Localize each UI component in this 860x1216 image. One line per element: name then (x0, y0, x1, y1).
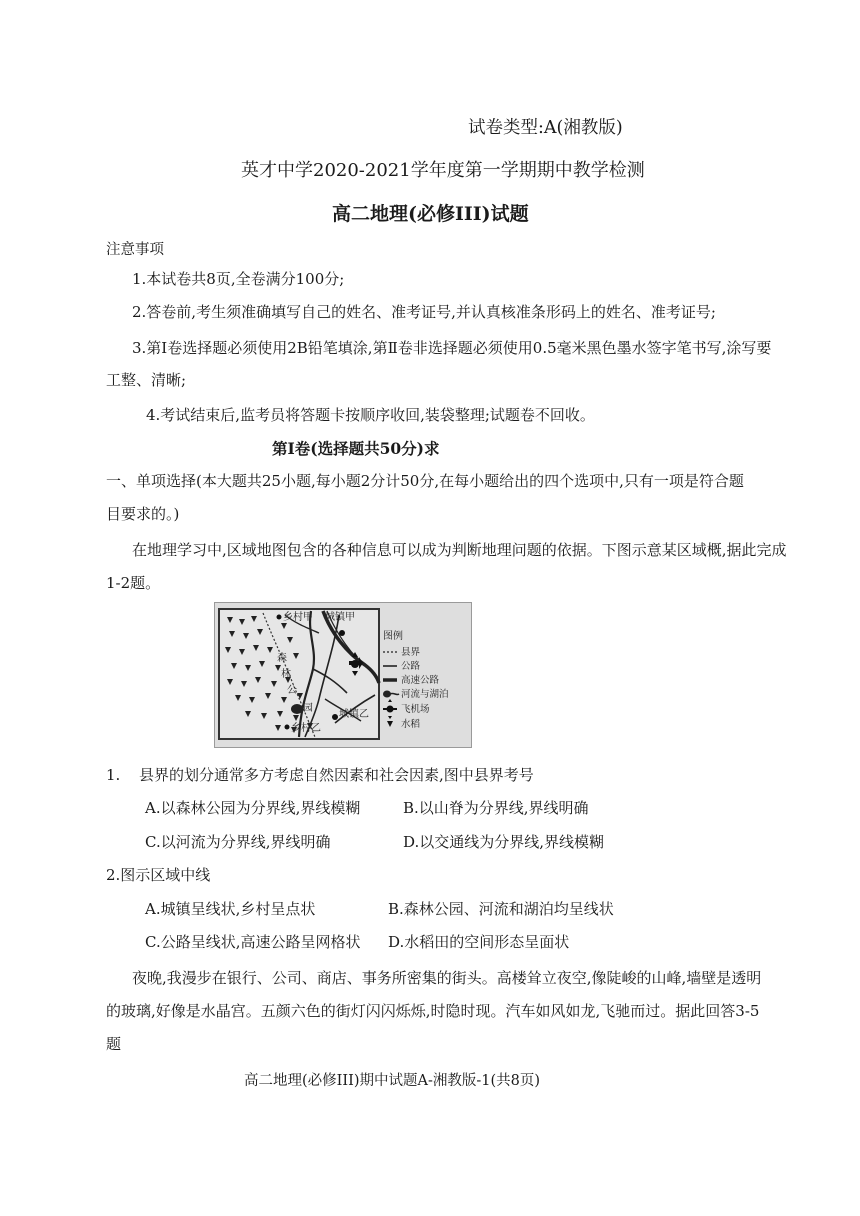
note-item-4: 4.考试结束后,监考员将答题卡按顺序收回,装袋整理;试题卷不回收。 (146, 406, 595, 424)
legend-airport: 飞机场 (401, 704, 430, 715)
village-b-marker (285, 725, 290, 730)
regional-map-figure (214, 602, 472, 748)
section-title: 第Ⅰ卷(选择题共50分)求 (272, 439, 440, 458)
passage-1-continued: 1-2题。 (106, 574, 161, 592)
question-2-stem: 2.图示区域中线 (106, 866, 211, 884)
question-1 (106, 764, 534, 786)
note-item-1: 1.本试卷共8页,全卷满分100分; (132, 270, 345, 288)
legend-highway: 高速公路 (401, 675, 440, 686)
forest-park-label-2: 林 (281, 669, 291, 680)
village-a-label: 乡村甲 (283, 612, 313, 623)
question-1-number: 1. (106, 766, 121, 784)
town-a-label: 城镇甲 (325, 612, 355, 623)
legend-title: 图例 (383, 631, 403, 642)
page-footer: 高二地理(必修III)期中试题A-湘教版-1(共8页) (244, 1073, 541, 1089)
town-b-marker (332, 714, 338, 720)
question-2-option-c: C.公路呈线状,高速公路呈网格状 (145, 933, 361, 951)
note-item-3: 3.第Ⅰ卷选择题必须使用2B铅笔填涂,第Ⅱ卷非选择题必须使用0.5毫米黑色墨水签字笔书写,涂写要 (132, 339, 772, 357)
legend-paddy: 水稻 (401, 719, 421, 730)
village-b-label: 乡村乙 (291, 723, 321, 734)
question-2-option-b: B.森林公园、河流和湖泊均呈线状 (388, 900, 614, 918)
forest-park-label-1: 森 (277, 653, 287, 664)
question-1-option-a: A.以森林公园为分界线,界线模糊 (145, 799, 361, 817)
passage-1: 在地理学习中,区域地图包含的各种信息可以成为判断地理问题的依据。下图示意某区域概,据此完成 (132, 541, 787, 559)
note-item-3-continued: 工整、清晰; (106, 371, 187, 389)
forest-park-label-4: 园 (303, 703, 313, 714)
school-exam-title: 英才中学2020-2021学年度第一学期期中教学检测 (241, 160, 645, 181)
note-item-2: 2.答卷前,考生须准确填写自己的姓名、准考证号,并认真核准条形码上的姓名、准考证号; (132, 303, 716, 321)
village-a-marker (277, 615, 282, 620)
forest-park-label-3: 公 (287, 685, 297, 696)
regional-map (215, 603, 471, 747)
question-1-option-b: B.以山脊为分界线,界线明确 (403, 799, 589, 817)
passage-2: 夜晚,我漫步在银行、公司、商店、事务所密集的街头。高楼耸立夜空,像陡峻的山峰,墙壁是透明 (132, 969, 762, 987)
question-1-option-c: C.以河流为分界线,界线明确 (145, 833, 331, 851)
town-b-label: 城镇乙 (339, 709, 369, 720)
legend-county-boundary: 县界 (401, 647, 421, 658)
town-a-marker (339, 630, 345, 636)
legend-river-lake: 河流与湖泊 (401, 689, 449, 700)
question-1-stem: 县界的划分通常多方考虑自然因素和社会因素,图中县界考号 (139, 766, 534, 784)
question-2-option-a: A.城镇呈线状,乡村呈点状 (145, 900, 316, 918)
legend-road: 公路 (401, 661, 421, 672)
question-1-option-d: D.以交通线为分界线,界线模糊 (403, 833, 605, 851)
passage-2-continued: 的玻璃,好像是水晶宫。五颜六色的街灯闪闪烁烁,时隐时现。汽车如风如龙,飞驰而过。据此回答3-5 (106, 1002, 760, 1020)
exam-type-label: 试卷类型:A(湘教版) (468, 118, 623, 138)
notes-heading: 注意事项 (106, 242, 164, 258)
part-intro: 一、单项选择(本大题共25小题,每小题2分计50分,在每小题给出的四个选项中,只有一项是符合题 (106, 472, 744, 490)
question-2-option-d: D.水稻田的空间形态呈面状 (388, 933, 570, 951)
passage-2-end: 题 (106, 1035, 122, 1053)
part-intro-continued: 目要求的。) (106, 505, 180, 523)
paper-title: 高二地理(必修III)试题 (332, 203, 529, 225)
